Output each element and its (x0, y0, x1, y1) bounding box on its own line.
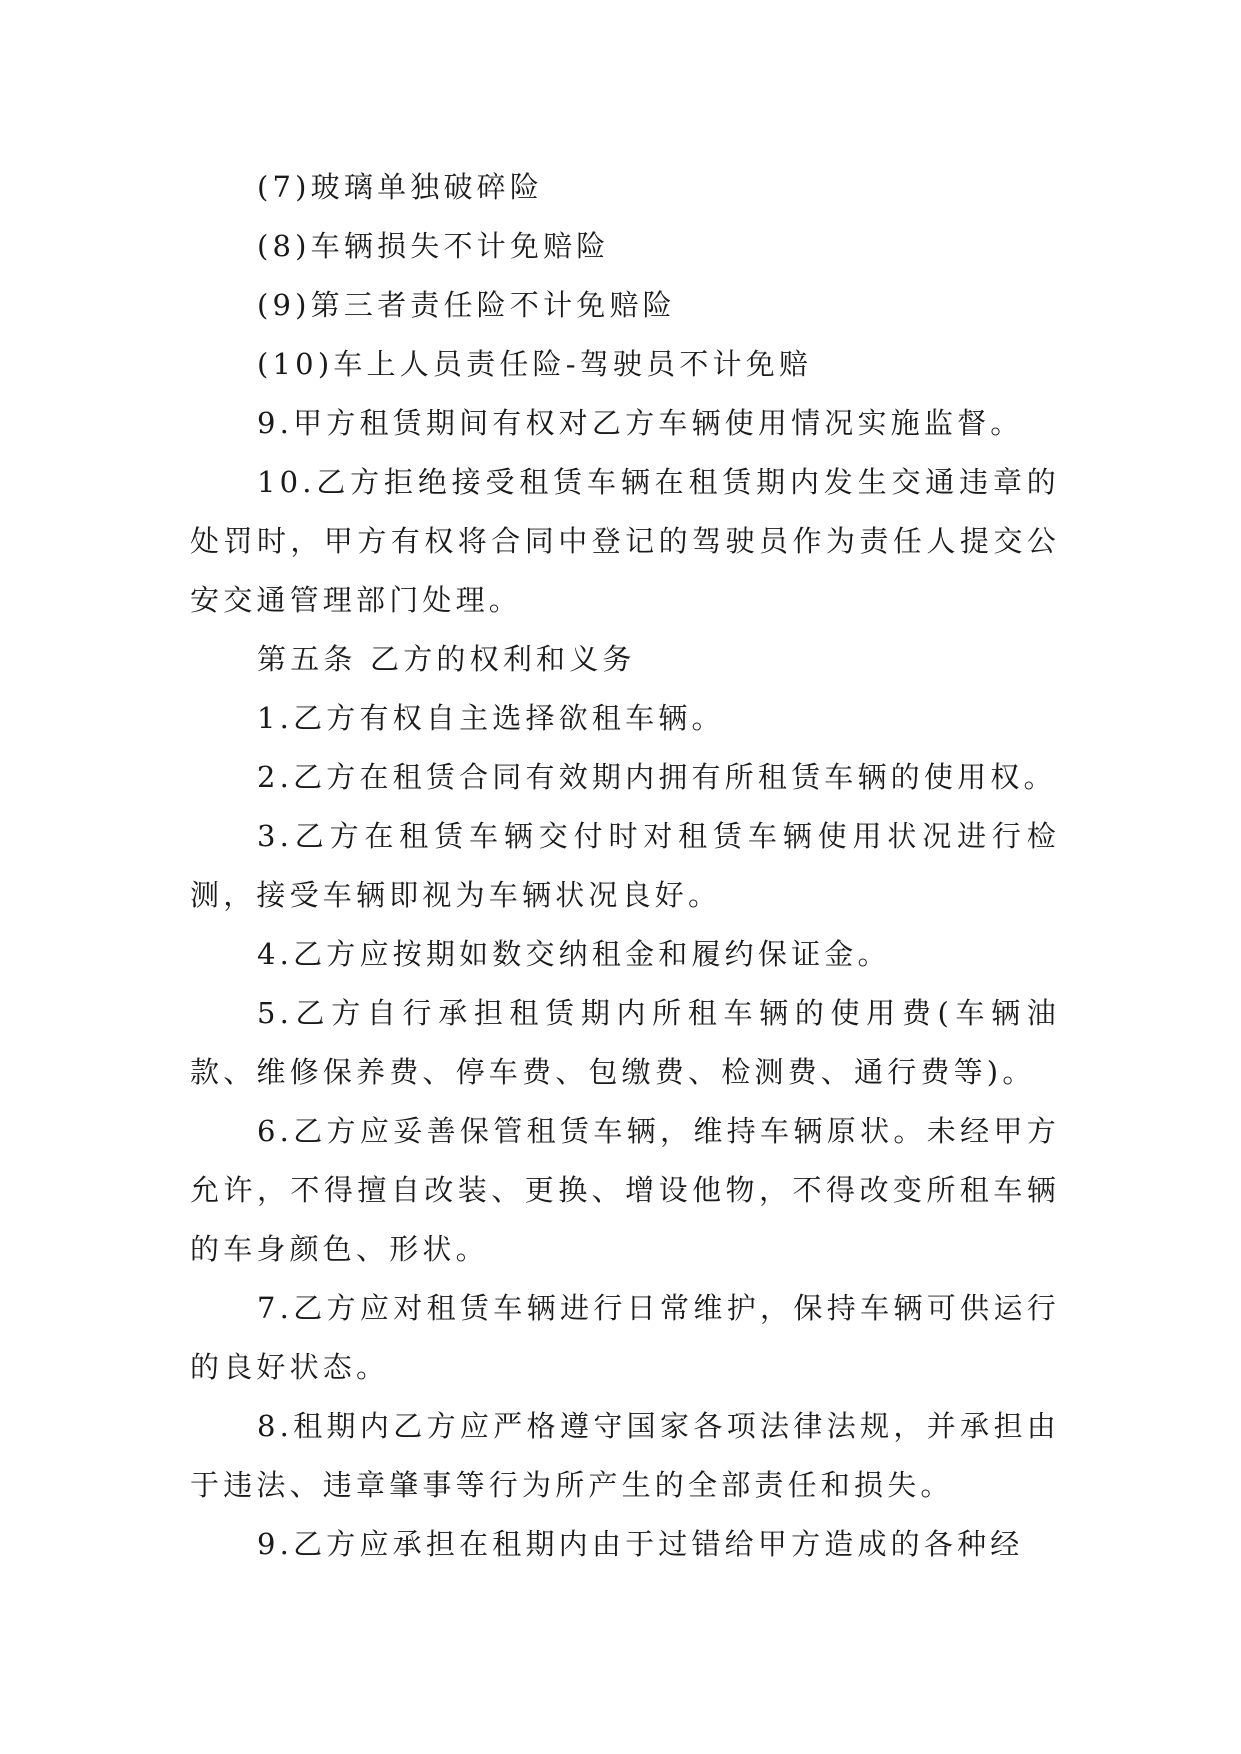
party-b-clause-3: 3.乙方在租赁车辆交付时对租赁车辆使用状况进行检测，接受车辆即视为车辆状况良好。 (190, 819, 1060, 912)
article-heading: 第五条 乙方的权利和义务 (257, 642, 636, 676)
party-b-clause-5: 5.乙方自行承担租赁期内所租车辆的使用费(车辆油款、维修保养费、停车费、包缴费、检测费、通行费等)。 (190, 996, 1060, 1089)
party-b-clause-1: 1.乙方有权自主选择欲租车辆。 (257, 701, 725, 735)
clause-item-7: (7)玻璃单独破碎险 (257, 170, 544, 204)
party-b-clause-6: 6.乙方应妥善保管租赁车辆，维持车辆原状。未经甲方允许，不得擅自改装、更换、增设他物，不得改变所租车辆的车身颜色、形状。 (190, 1114, 1060, 1266)
clause-item-10: (10)车上人员责任险-驾驶员不计免赔 (257, 347, 813, 381)
clause-item-8: (8)车辆损失不计免赔险 (257, 229, 610, 263)
party-b-clause-7: 7.乙方应对租赁车辆进行日常维护，保持车辆可供运行的良好状态。 (190, 1291, 1060, 1384)
party-b-clause-2: 2.乙方在租赁合同有效期内拥有所租赁车辆的使用权。 (257, 760, 1057, 794)
party-b-clause-4: 4.乙方应按期如数交纳租金和履约保证金。 (257, 937, 891, 971)
document-body (190, 158, 1060, 1574)
party-b-clause-9: 9.乙方应承担在租期内由于过错给甲方造成的各种经 (257, 1527, 1024, 1561)
party-a-clause-9: 9.甲方租赁期间有权对乙方车辆使用情况实施监督。 (257, 406, 1024, 440)
clause-item-9: (9)第三者责任险不计免赔险 (257, 288, 676, 322)
party-a-clause-10: 10.乙方拒绝接受租赁车辆在租赁期内发生交通违章的处罚时，甲方有权将合同中登记的驾驶员作为责任人提交公安交通管理部门处理。 (190, 465, 1060, 617)
party-b-clause-8: 8.租期内乙方应严格遵守国家各项法律法规，并承担由于违法、违章肇事等行为所产生的全部责任和损失。 (190, 1409, 1060, 1502)
